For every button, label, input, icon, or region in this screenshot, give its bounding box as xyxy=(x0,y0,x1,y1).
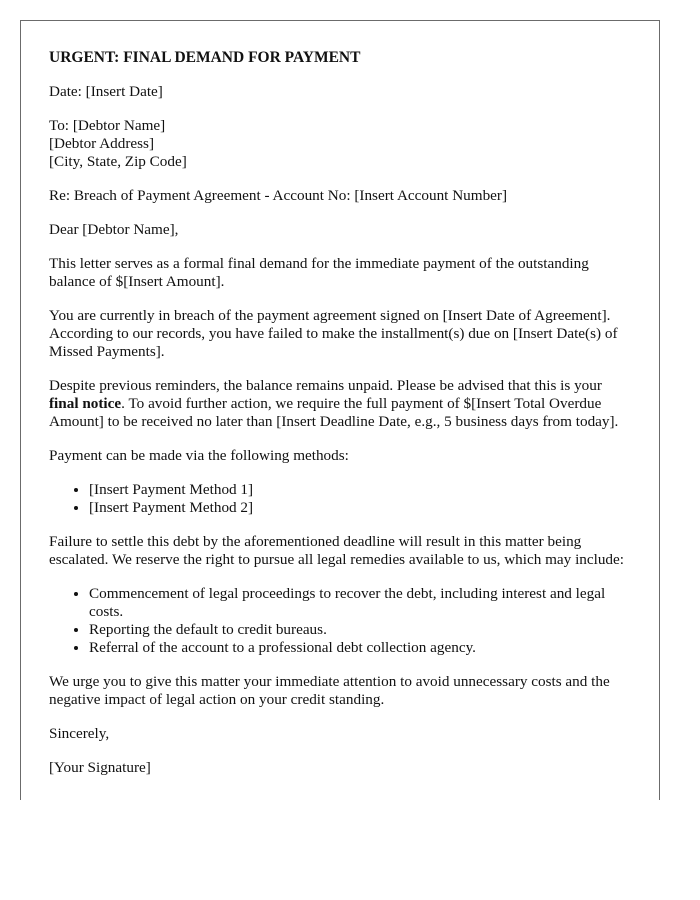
final-notice-text-after: . To avoid further action, we require the full payment of $[Insert Total Overdue Amount] to be received no later than [Insert Deadline Date, e.g., 5 business days from today]. xyxy=(49,395,619,430)
letter-heading: URGENT: FINAL DEMAND FOR PAYMENT xyxy=(49,49,361,66)
payment-methods-list xyxy=(49,481,631,517)
salutation: Dear [Debtor Name], xyxy=(49,221,179,238)
letter-body xyxy=(21,21,659,776)
recipient-city-line: [City, State, Zip Code] xyxy=(49,153,187,170)
signature-placeholder: [Your Signature] xyxy=(49,759,151,776)
recipient-address-line: [Debtor Address] xyxy=(49,135,155,152)
legal-remedies-list xyxy=(49,585,631,657)
paragraph-breach: You are currently in breach of the payment agreement signed on [Insert Date of Agreement]. According to our records, you have failed to make the installment(s) due on [Insert Date(s) of Missed Payments]. xyxy=(49,307,618,360)
payment-method-item: • [Insert Payment Method 1] xyxy=(89,481,631,499)
paragraph-final-notice xyxy=(49,377,631,431)
paragraph-escalation: Failure to settle this debt by the aforementioned deadline will result in this matter being escalated. We reserve the right to pursue all legal remedies available to us, which may include: xyxy=(49,533,624,568)
final-notice-text-before: Despite previous reminders, the balance remains unpaid. Please be advised that this is your xyxy=(49,377,602,394)
paragraph-demand: This letter serves as a formal final demand for the immediate payment of the outstanding balance of $[Insert Amount]. xyxy=(49,255,589,290)
remedy-item: • Commencement of legal proceedings to recover the debt, including interest and legal costs. xyxy=(89,585,631,621)
recipient-address xyxy=(49,117,631,171)
final-notice-bold: final notice xyxy=(49,395,122,412)
paragraph-urge: We urge you to give this matter your immediate attention to avoid unnecessary costs and the negative impact of legal action on your credit standing. xyxy=(49,673,610,708)
payment-methods-intro: Payment can be made via the following methods: xyxy=(49,447,349,464)
recipient-name-line: To: [Debtor Name] xyxy=(49,117,166,134)
subject-line: Re: Breach of Payment Agreement - Account No: [Insert Account Number] xyxy=(49,187,508,204)
letter-page xyxy=(20,20,660,800)
remedy-item: • Reporting the default to credit bureaus. xyxy=(89,621,631,639)
date-line: Date: [Insert Date] xyxy=(49,83,163,100)
remedy-item: • Referral of the account to a professional debt collection agency. xyxy=(89,639,631,657)
payment-method-item: • [Insert Payment Method 2] xyxy=(89,499,631,517)
closing: Sincerely, xyxy=(49,725,110,742)
